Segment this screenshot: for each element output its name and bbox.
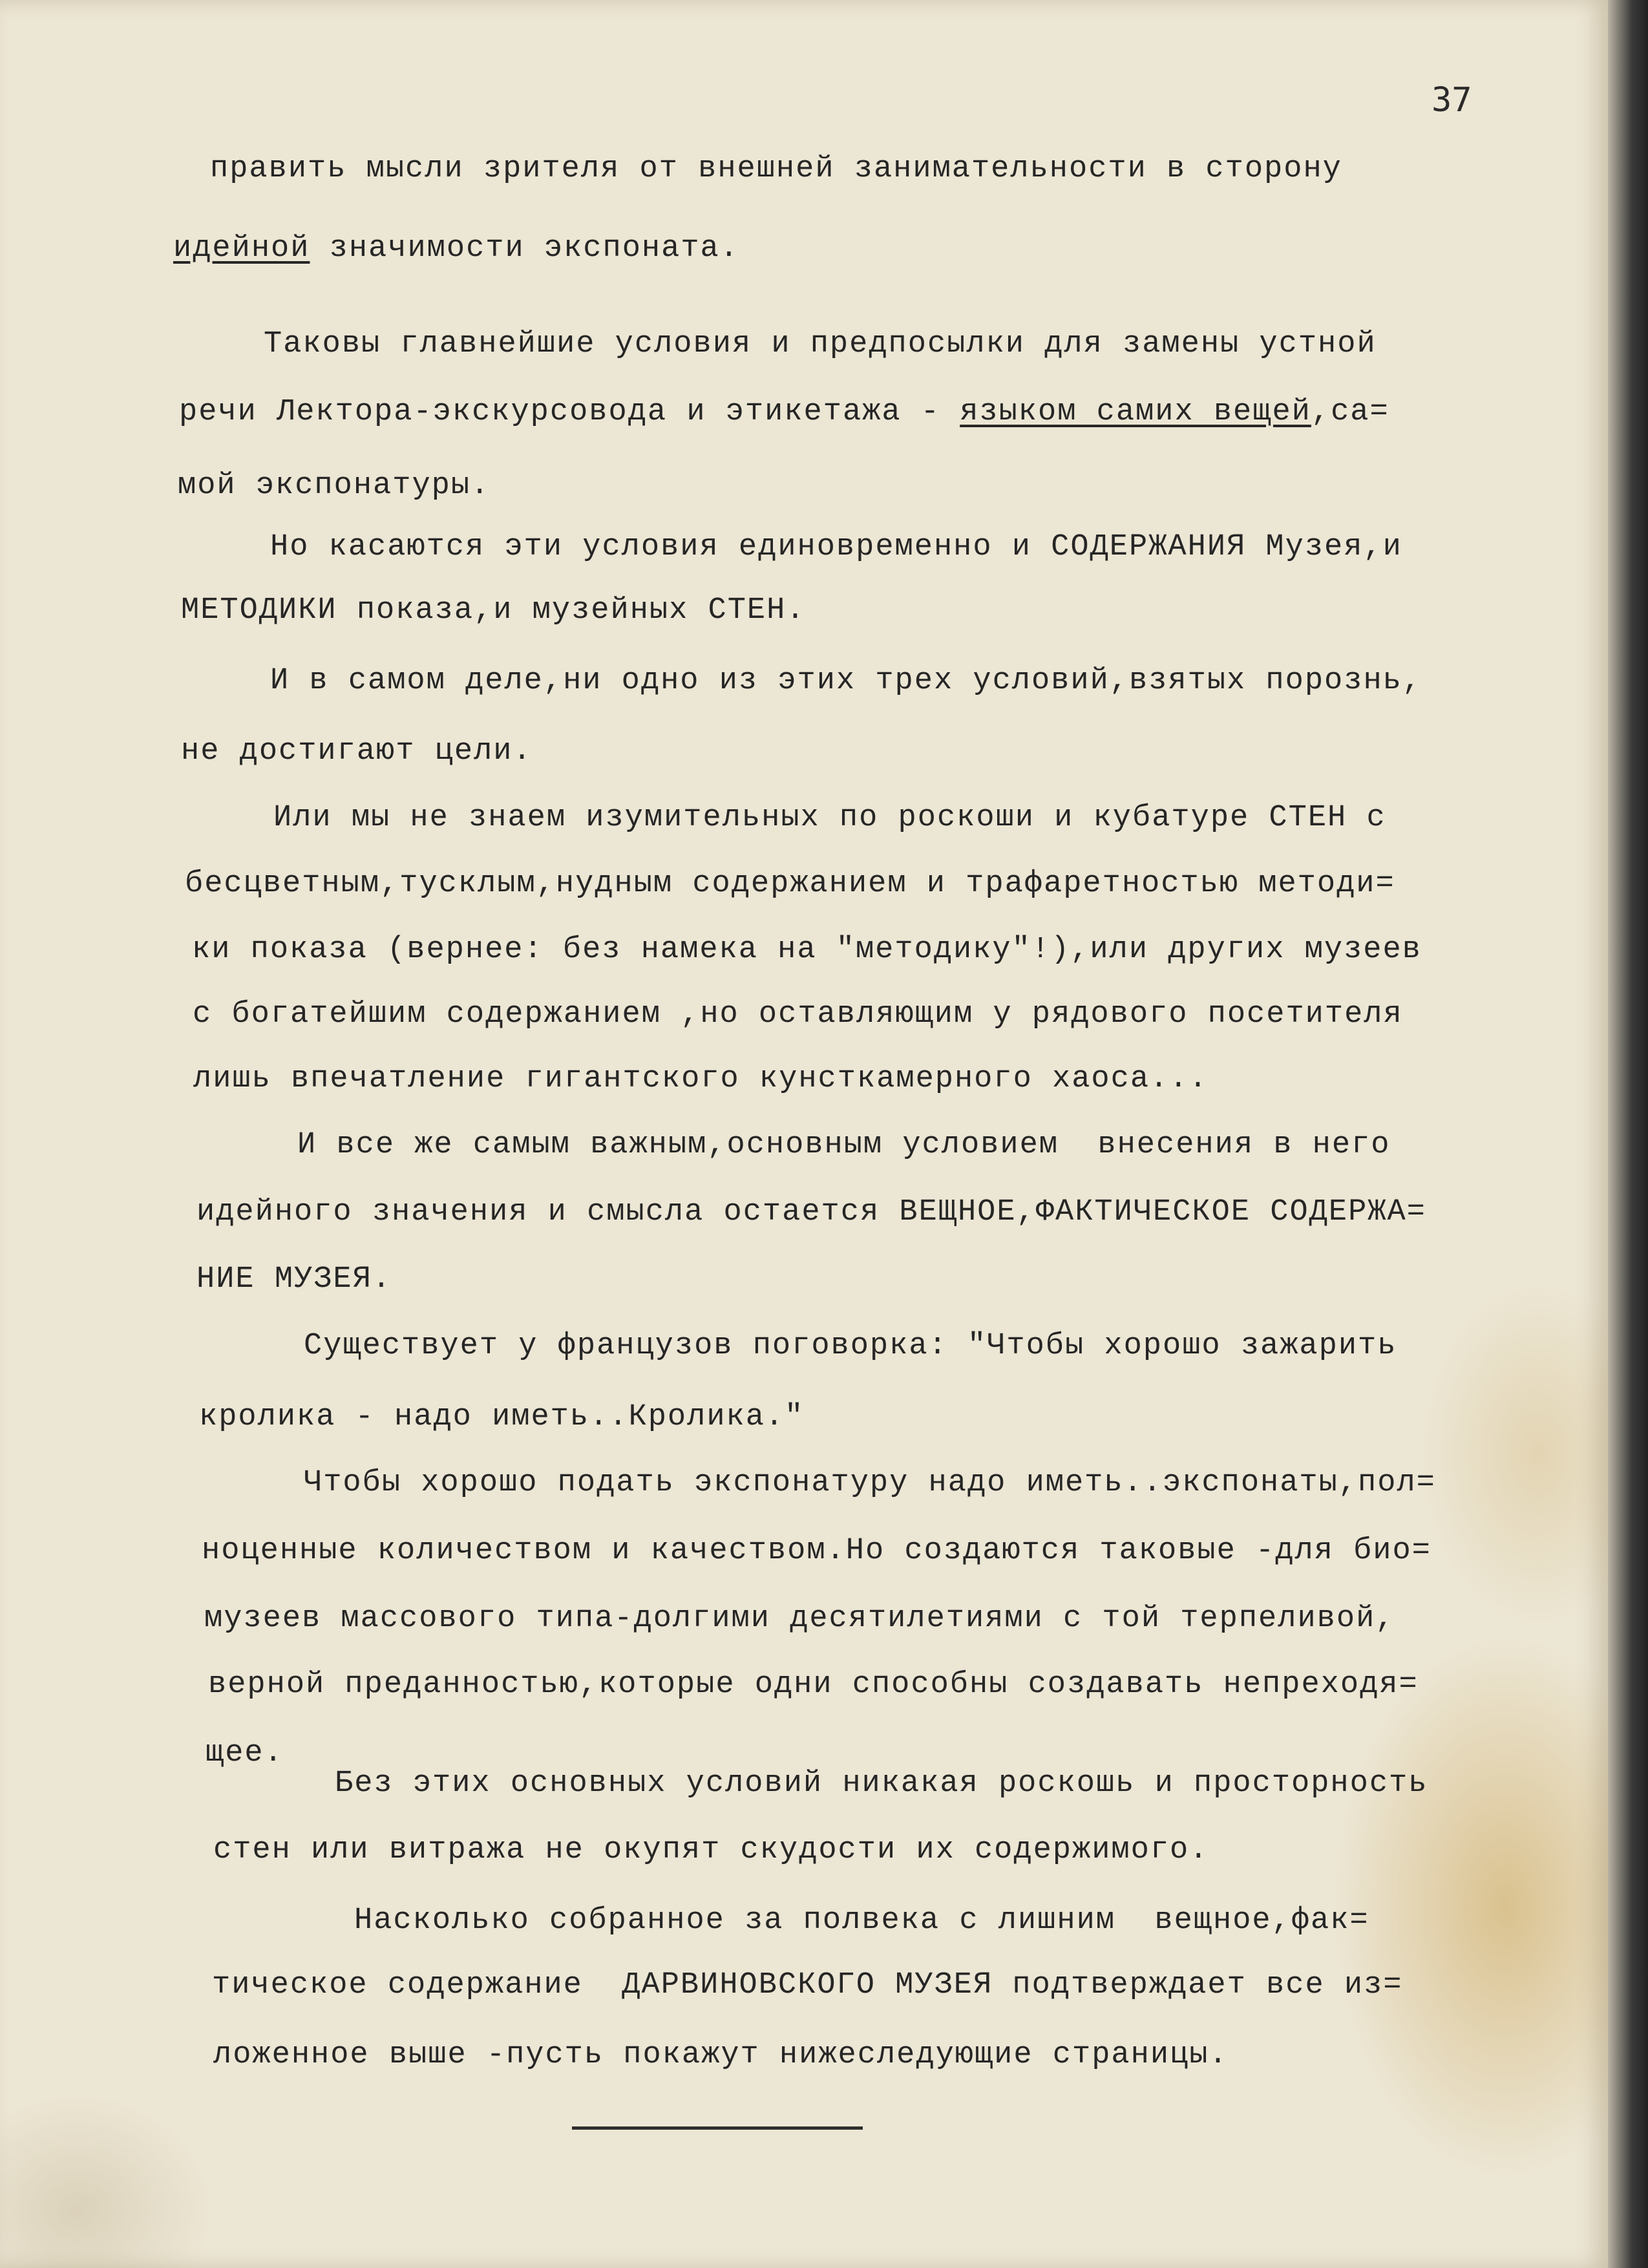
- text-line: речи Лектора-экскурсовода и этикетажа - языком самих вещей,са=: [179, 395, 1389, 429]
- text-line: править мысли зрителя от внешней занимательности в сторону: [210, 152, 1342, 186]
- text-line: не достигают цели.: [181, 734, 533, 768]
- text-line: идейного значения и смысла остается ВЕЩНОЕ,ФАКТИЧЕСКОЕ СОДЕРЖА=: [196, 1195, 1426, 1229]
- text-line: тическое содержание ДАРВИНОВСКОГО МУЗЕЯ подтверждает все из=: [212, 1968, 1403, 2002]
- text-line: Насколько собранное за полвека с лишним вещное,фак=: [354, 1903, 1369, 1938]
- text-line: Или мы не знаем изумительных по роскоши и кубатуре СТЕН с: [273, 801, 1386, 835]
- text-line: лишь впечатление гигантского кунсткамерного хаоса...: [193, 1062, 1209, 1096]
- text-line: кролика - надо иметь..Кролика.": [199, 1400, 805, 1434]
- text-line: МЕТОДИКИ показа,и музейных СТЕН.: [181, 593, 806, 628]
- text-line: ложенное выше -пусть покажут нижеследующие страницы.: [213, 2038, 1229, 2072]
- text-line: ноценные количеством и качеством.Но создаются таковые -для био=: [202, 1534, 1431, 1568]
- text-line: музеев массового типа-долгими десятилетиями с той терпеливой,: [204, 1602, 1395, 1636]
- underlined-word: идейной: [173, 231, 310, 266]
- underlined-phrase: языком самих вещей: [960, 395, 1311, 429]
- text-line: верной преданностью,которые одни способны создавать непреходя=: [208, 1668, 1419, 1702]
- page-number: 37: [1431, 81, 1472, 120]
- text-line: И в самом деле,ни одно из этих трех условий,взятых порознь,: [270, 664, 1422, 698]
- text-line: Чтобы хорошо подать экспонатуру надо иметь..экспонаты,пол=: [304, 1466, 1436, 1500]
- text-line: Существует у французов поговорка: "Чтобы хорошо зажарить: [304, 1329, 1397, 1363]
- text-line: стен или витража не окупят скудости их содержимого.: [213, 1833, 1209, 1867]
- text-line: И все же самым важным,основным условием внесения в него: [297, 1128, 1391, 1162]
- text-line: мой экспонатуры.: [178, 469, 491, 503]
- closing-rule: [572, 2126, 863, 2130]
- text-line: Без этих основных условий никакая роскошь и просторность: [335, 1766, 1428, 1801]
- text-line: Таковы главнейшие условия и предпосылки для замены устной: [264, 327, 1377, 361]
- text-line: с богатейшим содержанием ,но оставляющим у рядового посетителя: [193, 997, 1403, 1032]
- scan-edge: [1608, 0, 1648, 2268]
- text-line: щее.: [206, 1736, 284, 1770]
- text-line: ки показа (вернее: без намека на "методику"!),или других музеев: [192, 933, 1422, 967]
- text-line: Но касаются эти условия единовременно и СОДЕРЖАНИЯ Музея,и: [270, 530, 1402, 564]
- text-line: НИЕ МУЗЕЯ.: [196, 1262, 392, 1297]
- text-line: бесцветным,тусклым,нудным содержанием и трафаретностью методи=: [185, 867, 1395, 901]
- text-line: идейной значимости экспоната.: [173, 231, 739, 266]
